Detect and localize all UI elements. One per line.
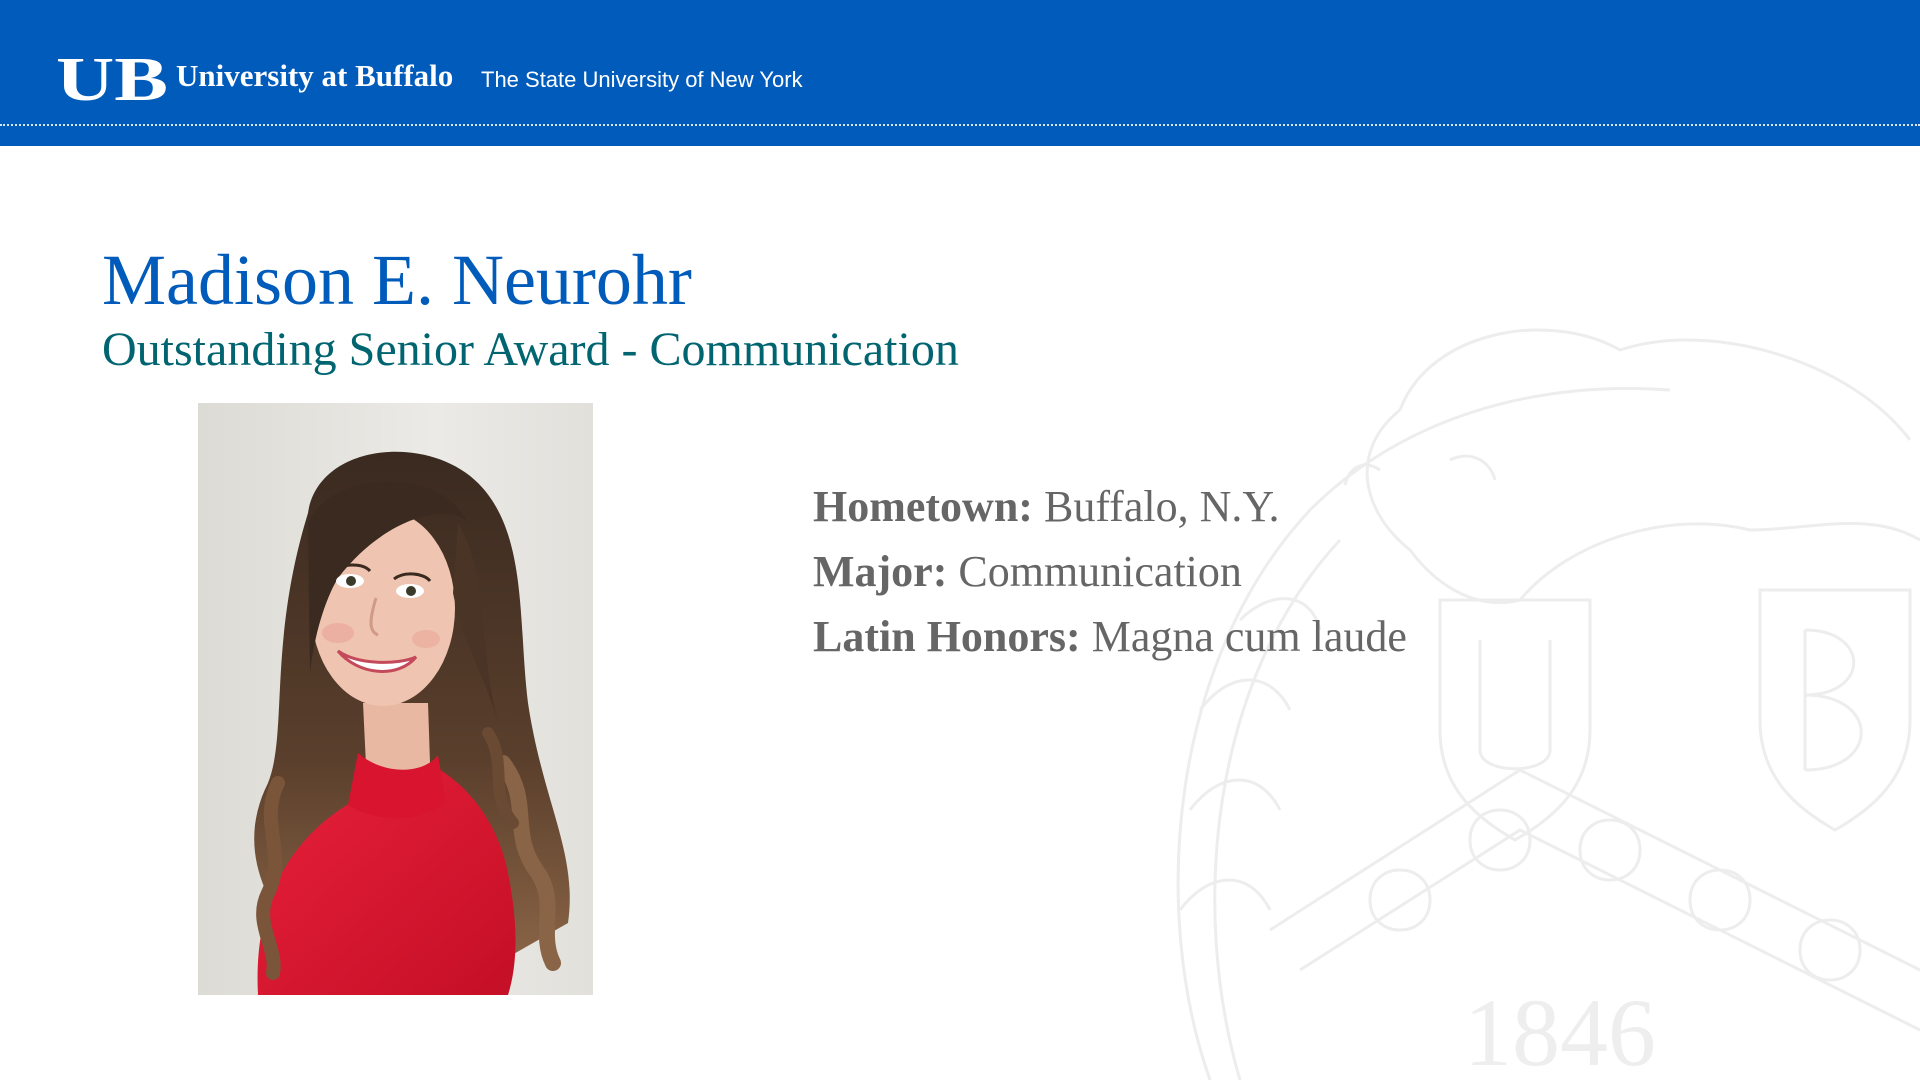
- detail-major: [813, 539, 1407, 604]
- detail-value: Communication: [958, 547, 1242, 596]
- header-band: [0, 0, 1920, 146]
- brand-tagline: The State University of New York: [481, 67, 803, 92]
- page-title: Madison E. Neurohr: [102, 240, 692, 320]
- svg-text:1846: 1846: [1464, 979, 1656, 1080]
- detail-label: Hometown:: [813, 482, 1033, 531]
- award-subtitle: Outstanding Senior Award - Communication: [102, 323, 959, 376]
- detail-label: Major:: [813, 547, 948, 596]
- detail-value: Buffalo, N.Y.: [1043, 482, 1280, 531]
- student-details: [813, 474, 1407, 669]
- header-dotted-rule: [0, 124, 1920, 126]
- detail-label: Latin Honors:: [813, 612, 1081, 661]
- detail-hometown: [813, 474, 1407, 539]
- detail-latin-honors: [813, 604, 1407, 669]
- portrait-icon: [198, 403, 593, 995]
- brand-name: University at Buffalo: [176, 58, 454, 93]
- ub-logo-icon: [56, 50, 168, 108]
- portrait-photo: [198, 403, 593, 995]
- svg-text:UB: UB: [56, 50, 168, 108]
- detail-value: Magna cum laude: [1091, 612, 1407, 661]
